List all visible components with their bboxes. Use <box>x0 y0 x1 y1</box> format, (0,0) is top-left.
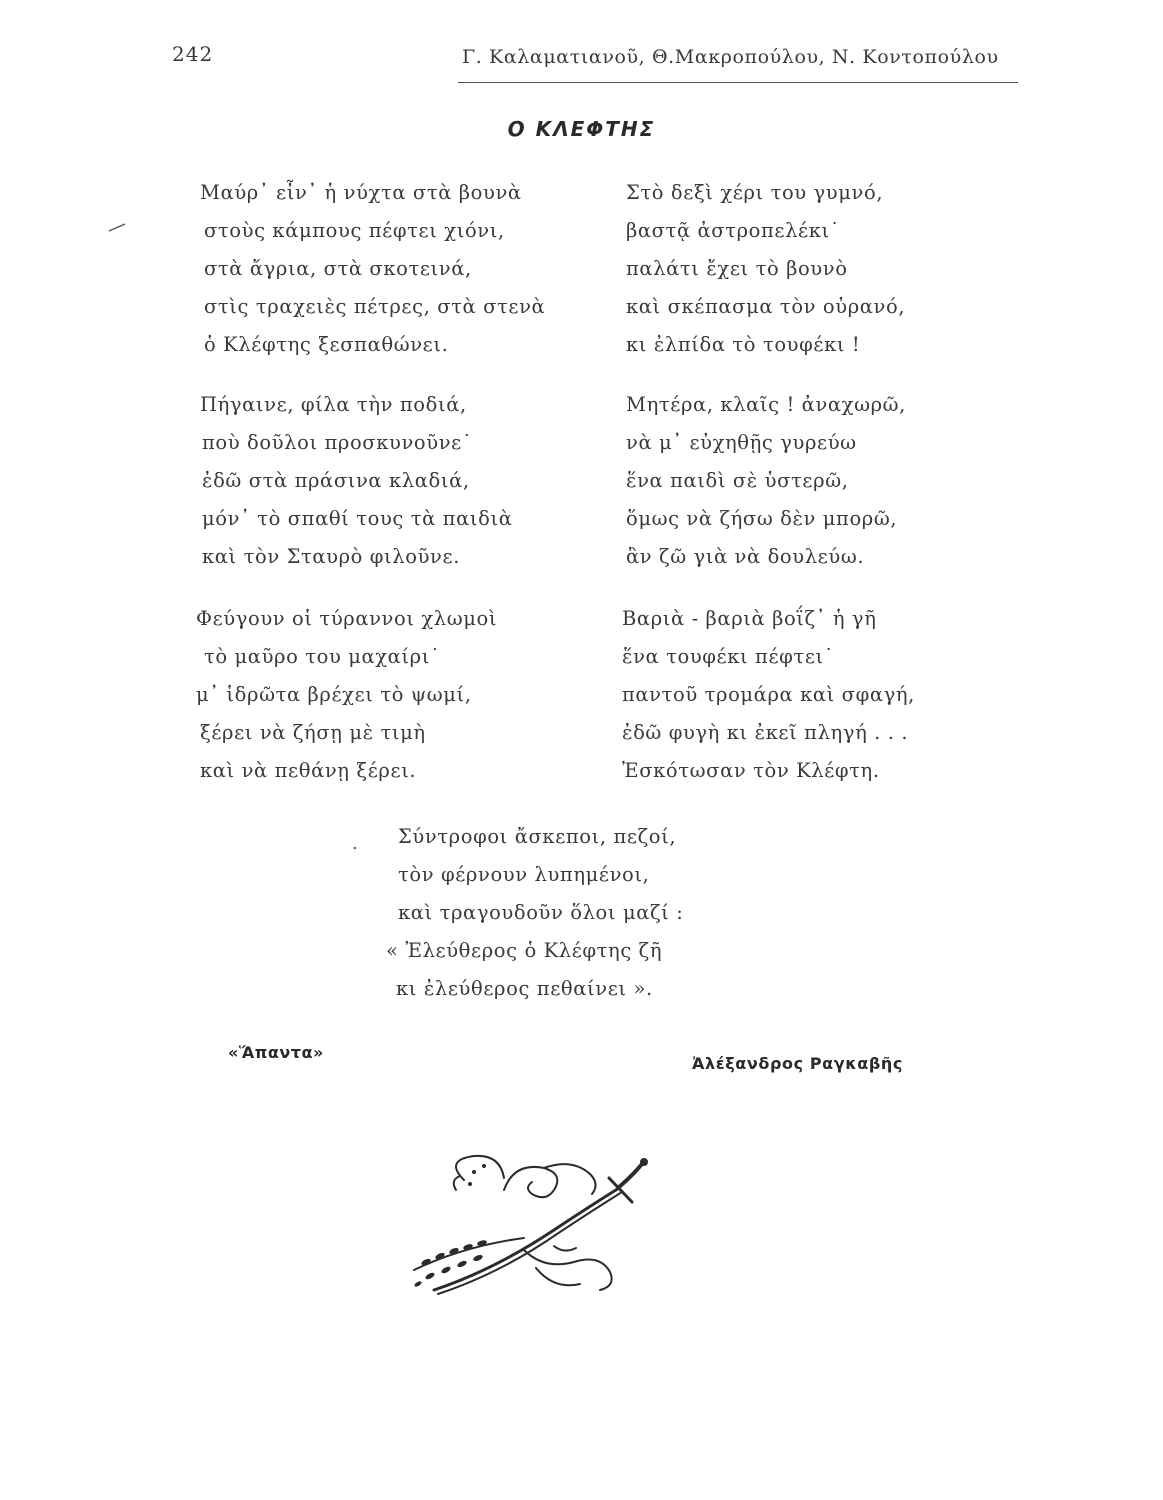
verse-line: παντοῦ τρομάρα καὶ σφαγή, <box>622 683 915 706</box>
verse-line: ἐδῶ στὰ πράσινα κλαδιά, <box>202 469 470 492</box>
verse-line: μόν᾿ τὸ σπαθί τους τὰ παιδιὰ <box>202 507 513 530</box>
running-head: Γ. Καλαματιανοῦ, Θ.Μακροπούλου, Ν. Κοντοπούλου <box>462 46 999 68</box>
verse-line: παλάτι ἔχει τὸ βουνὸ <box>626 257 848 280</box>
verse-line: ἕνα τουφέκι πέφτει˙ <box>622 645 835 668</box>
verse-line: κι ἐλπίδα τὸ τουφέκι ! <box>626 333 861 356</box>
verse-line: τὸν φέρνουν λυπημένοι, <box>398 863 650 886</box>
verse-line: καὶ σκέπασμα τὸν οὐρανό, <box>626 295 906 318</box>
verse-line: Ἐσκότωσαν τὸν Κλέφτη. <box>622 759 880 782</box>
verse-line: Μαύρ᾿ εἶν᾿ ἡ νύχτα στὰ βουνὰ <box>200 181 522 204</box>
verse-line: Στὸ δεξὶ χέρι του γυμνό, <box>626 181 884 204</box>
stanza-5 <box>196 600 497 790</box>
verse-line: ἂν ζῶ γιὰ νὰ δουλεύω. <box>626 545 865 568</box>
verse-line: Πήγαινε, φίλα τὴν ποδιά, <box>200 393 467 416</box>
verse-line: ποὺ δοῦλοι προσκυνοῦνε˙ <box>202 431 473 454</box>
verse-line: Μητέρα, κλαῖς ! ἀναχωρῶ, <box>626 393 906 416</box>
verse-line: κι ἐλεύθερος πεθαίνει ». <box>396 977 653 1000</box>
verse-line: Φεύγουν οἱ τύραννοι χλωμοὶ <box>196 607 498 630</box>
verse-line: καὶ νὰ πεθάνῃ ξέρει. <box>200 759 417 782</box>
verse-line: ὁ Κλέφτης ξεσπαθώνει. <box>204 333 449 356</box>
verse-line: καὶ τὸν Σταυρὸ φιλοῦνε. <box>202 545 460 568</box>
verse-line: Βαριὰ - βαριὰ βοΐζ᾿ ἡ γῆ <box>622 607 877 630</box>
stanza-4 <box>626 386 906 576</box>
stray-dot: . <box>352 833 358 854</box>
header-rule <box>458 82 1018 83</box>
verse-line: μ᾿ ἱδρῶτα βρέχει τὸ ψωμί, <box>196 683 472 706</box>
stanza-2 <box>626 174 905 364</box>
verse-line: στὶς τραχειὲς πέτρες, στὰ στενὰ <box>204 295 546 318</box>
verse-line: ἐδῶ φυγὴ κι ἐκεῖ πληγή . . . <box>622 721 909 744</box>
stanza-6 <box>622 600 915 790</box>
verse-line: Σύντροφοι ἄσκεποι, πεζοί, <box>398 825 677 848</box>
verse-line: ξέρει νὰ ζήσῃ μὲ τιμὴ <box>200 721 426 744</box>
verse-line: καὶ τραγουδοῦν ὅλοι μαζί : <box>398 901 684 924</box>
author-name: Ἀλέξανδρος Ραγκαβῆς <box>692 1054 903 1073</box>
verse-line: « Ἐλεύθερος ὁ Κλέφτης ζῆ <box>386 939 663 962</box>
stanza-3 <box>200 386 512 576</box>
poem-title: Ο ΚΛΕΦΤΗΣ <box>507 117 656 141</box>
verse-line: βαστᾷ ἀστροπελέκι˙ <box>626 219 841 242</box>
verse-line: στοὺς κάμπους πέφτει χιόνι, <box>204 219 505 242</box>
verse-line: ὅμως νὰ ζήσω δὲν μπορῶ, <box>626 507 898 530</box>
verse-line: τὸ μαῦρο του μαχαίρι˙ <box>204 645 441 668</box>
verse-line: στὰ ἄγρια, στὰ σκοτεινά, <box>204 257 472 280</box>
verse-line: νὰ μ᾿ εὐχηθῇς γυρεύω <box>626 431 857 454</box>
source-citation: «Ἅπαντα» <box>228 1043 324 1062</box>
stanza-7 <box>386 818 683 1008</box>
verse-line: ἕνα παιδὶ σὲ ὑστερῶ, <box>626 469 849 492</box>
stanza-1 <box>200 174 545 364</box>
margin-tick-mark <box>108 222 126 232</box>
page-number: 242 <box>172 42 214 66</box>
sword-and-wheat-ornament <box>404 1150 654 1315</box>
